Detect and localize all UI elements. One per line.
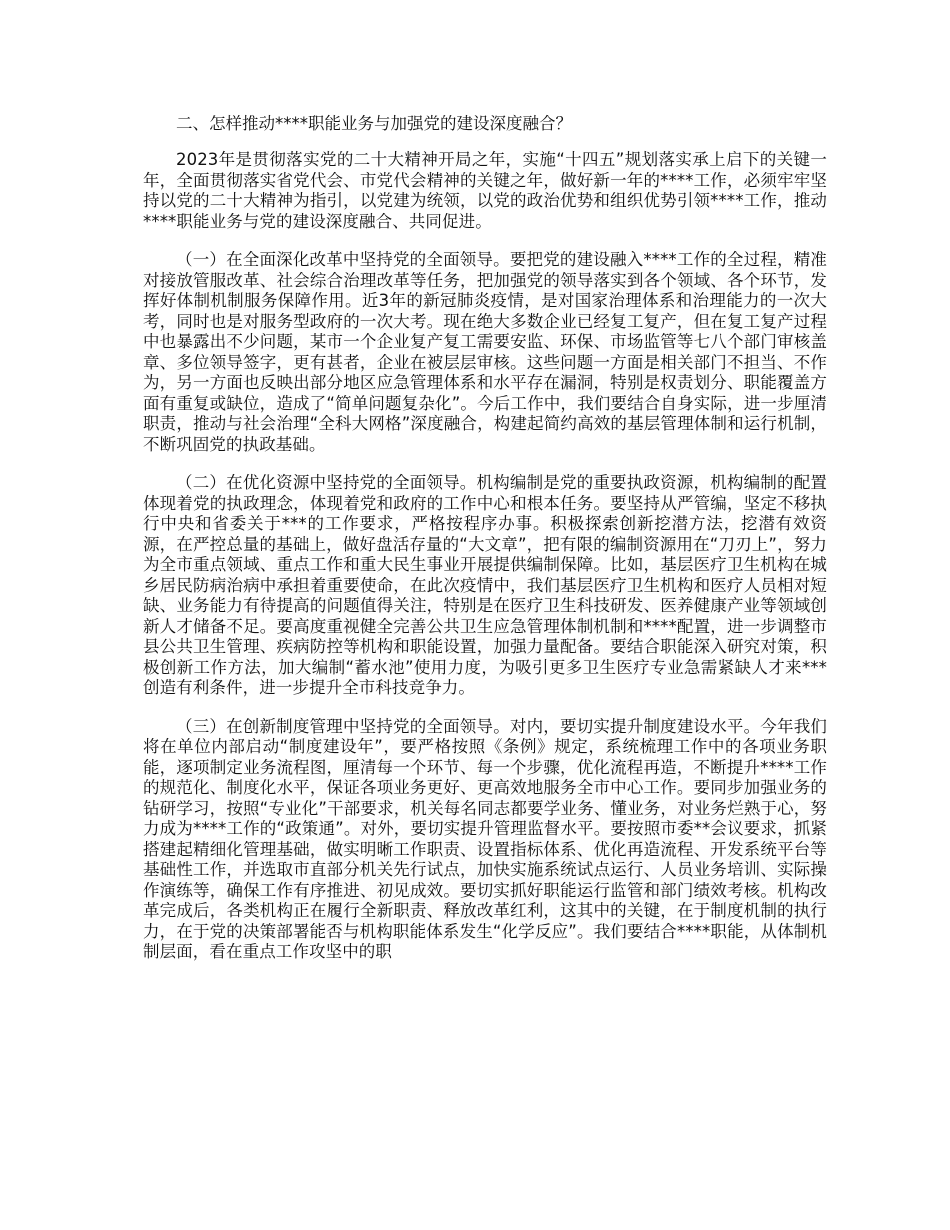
section-heading: 二、怎样推动****职能业务与加强党的建设深度融合？ [176,114,572,133]
paragraph-intro: 2023年是贯彻落实党的二十大精神开局之年，实施“十四五”规划落实承上启下的关键一年，全面贯彻落实省党代会、市党代会精神的关键之年，做好新一年的****工作，必须牢牢坚持以党的二十大精神为指引，以党建为统领，以党的政治优势和组织优势引领****工作，推动****职能业务与党的建设深度融合、共同促进。 [143,150,827,231]
paragraph-point-2: （二）在优化资源中坚持党的全面领导。机构编制是党的重要执政资源，机构编制的配置体现着党的执政理念，体现着党和政府的工作中心和根本任务。要坚持从严管编，坚定不移执行中央和省委关于***的工作要求，严格按程序办事。积极探索创新挖潜方法，挖潜有效资源，在严控总量的基础上，做好盘活存量的“大文章”，把有限的编制资源用在“刀刃上”，努力为全市重点领域、重点工作和重大民生事业开展提供编制保障。比如，基层医疗卫生机构在城乡居民防病治病中承担着重要使命，在此次疫情中，我们基层医疗卫生机构和医疗人员相对短缺、业务能力有待提高的问题值得关注，特别是在医疗卫生科技研发、医养健康产业等领域创新人才储备不足。要高度重视健全完善公共卫生应急管理体制机制和****配置，进一步调整市县公共卫生管理、疾病防控等机构和职能设置，加强力量配备。要结合职能深入研究对策，积极创新工作方法，加大编制“蓄水池”使用力度，为吸引更多卫生医疗专业急需紧缺人才来***创造有利条件，进一步提升全市科技竞争力。 [143,473,827,697]
paragraph-point-3: （三）在创新制度管理中坚持党的全面领导。对内，要切实提升制度建设水平。今年我们将在单位内部启动“制度建设年”，要严格按照《条例》规定，系统梳理工作中的各项业务职能，逐项制定业务流程图，厘清每一个环节、每一个步骤，优化流程再造，不断提升****工作的规范化、制度化水平，保证各项业务更好、更高效地服务全市中心工作。要同步加强业务的钻研学习，按照“专业化”干部要求，机关每名同志都要学业务、懂业务，对业务烂熟于心，努力成为****工作的“政策通”。对外，要切实提升管理监督水平。要按照市委**会议要求，抓紧搭建起精细化管理基础，做实明晰工作职责、设置指标体系、优化再造流程、开发系统平台等基础性工作，并选取市直部分机关先行试点，加快实施系统试点运行、人员业务培训、实际操作演练等，确保工作有序推进、初见成效。要切实抓好职能运行监管和部门绩效考核。机构改革完成后，各类机构正在履行全新职责、释放改革红利，这其中的关键，在于制度机制的执行力，在于党的决策部署能否与机构职能体系发生“化学反应”。我们要结合****职能，从体制机制层面，看在重点工作攻坚中的职 [143,716,827,961]
paragraph-point-1: （一）在全面深化改革中坚持党的全面领导。要把党的建设融入****工作的全过程，精准对接放管服改革、社会综合治理改革等任务，把加强党的领导落实到各个领域、各个环节，发挥好体制机制服务保障作用。近3年的新冠肺炎疫情，是对国家治理体系和治理能力的一次大考，同时也是对服务型政府的一次大考。现在绝大多数企业已经复工复产，但在复工复产过程中也暴露出不少问题，某市一个企业复产复工需要安监、环保、市场监管等七八个部门审核盖章、多位领导签字，更有甚者，企业在被层层审核。这些问题一方面是相关部门不担当、不作为，另一方面也反映出部分地区应急管理体系和水平存在漏洞，特别是权责划分、职能覆盖方面有重复或缺位，造成了“简单问题复杂化”。今后工作中，我们要结合自身实际，进一步厘清职责，推动与社会治理“全科大网格”深度融合，构建起简约高效的基层管理体制和运行机制，不断巩固党的执政基础。 [143,250,827,454]
document-body [143,112,827,981]
